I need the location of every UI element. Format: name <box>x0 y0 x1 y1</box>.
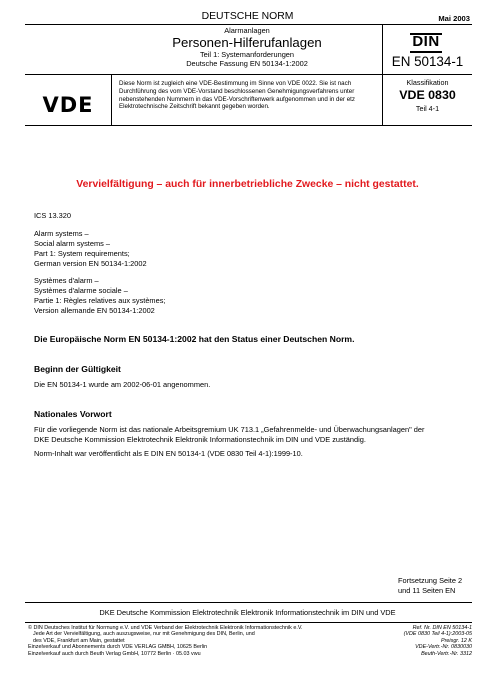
footer-left-line: Einzelverkauf und Abonnements durch VDE VERLAG GMBH, 10625 Berlin <box>28 644 208 651</box>
english-title-line: German version EN 50134-1:2002 <box>34 259 147 268</box>
continuation-line: und 11 Seiten EN <box>398 585 456 595</box>
foreword-line: Für die vorliegende Norm ist das nationale Arbeitsgremium UK 713.1 „Gefahrenmelde- und Überwachungsanlagen" der <box>34 425 425 434</box>
french-titles <box>34 276 474 316</box>
classification-part: Teil 4-1 <box>415 104 440 113</box>
french-title-line: Version allemande EN 50134-1:2002 <box>34 306 155 315</box>
footer-left-line: © DIN Deutsches Institut für Normung e.V. und VDE Verband der Elektrotechnik Elektronik Informationstechnik e.V. <box>28 625 303 631</box>
classification-block <box>383 78 472 115</box>
continuation-note <box>398 576 474 595</box>
french-title-line: Systèmes d'alarme sociale – <box>34 286 128 295</box>
foreword-text <box>34 425 474 445</box>
title-block <box>112 26 382 69</box>
classification-number: VDE 0830 <box>399 88 456 102</box>
din-logo: DIN <box>410 33 442 53</box>
validity-text: Die EN 50134-1 wurde am 2002-06-01 angenommen. <box>34 380 211 389</box>
vde-notice-line: Diese Norm ist zugleich eine VDE-Bestimmung im Sinne von VDE 0022. Sie ist nach <box>119 80 352 87</box>
footer-right-line: Ref. Nr. DIN EN 50134-1 <box>412 625 472 631</box>
footer-left-line: Einzelverkauf auch durch Beuth Verlag GmbH, 10772 Berlin · 05.03 vwu <box>28 650 201 657</box>
title-part: Teil 1: Systemanforderungen <box>199 49 295 59</box>
issue-date: Mai 2003 <box>438 14 470 23</box>
footer-right <box>370 625 472 657</box>
validity-heading: Beginn der Gültigkeit <box>34 364 121 374</box>
dke-rule <box>25 602 472 603</box>
foreword-line: DKE Deutsche Kommission Elektrotechnik Elektronik Informationstechnik im DIN und VDE zuständig. <box>34 435 366 444</box>
title-version: Deutsche Fassung EN 50134-1:2002 <box>186 59 308 69</box>
english-title-line: Alarm systems – <box>34 229 89 238</box>
english-title-line: Social alarm systems – <box>34 239 110 248</box>
footer-left-line: Jede Art der Vervielfältigung, auch auszugsweise, nur mit Genehmigung des DIN, Berlin, und <box>33 631 255 638</box>
footer-rule <box>25 622 472 623</box>
vde-notice-line: Durchführung des vom VDE-Vorstand beschlossenen Genehmigungsverfahrens unter <box>119 87 355 95</box>
footer-right-line: VDE-Vertr.-Nr. 0830030 <box>415 644 472 651</box>
vde-logo: VDE <box>42 93 94 117</box>
footer-left <box>28 625 368 657</box>
din-number: EN 50134-1 <box>391 54 464 69</box>
norm-type: DEUTSCHE NORM <box>201 11 294 22</box>
footer-right-line: Beuth-Vertr.-Nr. 3312 <box>421 650 472 657</box>
document-title: Personen-Hilferufanlagen <box>172 34 322 50</box>
vde-block-bottom-rule <box>25 125 472 126</box>
french-title-line: Systèmes d'alarm – <box>34 276 99 285</box>
top-rule <box>25 24 472 25</box>
classification-label: Klassifikation <box>406 78 449 87</box>
header-bottom-rule <box>25 74 472 75</box>
english-titles <box>34 229 474 269</box>
continuation-line: Fortsetzung Seite 2 <box>398 576 463 585</box>
foreword-heading: Nationales Vorwort <box>34 409 112 419</box>
divider-left <box>111 74 112 125</box>
french-title-line: Partie 1: Règles relatives aux systèmes; <box>34 296 166 305</box>
status-statement: Die Europäische Norm EN 50134-1:2002 hat den Status einer Deutschen Norm. <box>34 334 355 344</box>
footer-right-line: (VDE 0830 Teil 4-1):2003-05 <box>403 631 472 638</box>
reproduction-warning: Vervielfältigung – auch für innerbetriebliche Zwecke – nicht gestattet. <box>76 179 419 190</box>
ics-code: ICS 13.320 <box>34 211 71 220</box>
footer-right-line: Preisgr. 12 K <box>441 637 472 644</box>
vde-notice-line: nebenstehenden Nummern in das VDE-Vorschriftenwerk aufgenommen und in der etz <box>119 95 355 103</box>
title-category: Alarmanlagen <box>224 26 270 35</box>
vde-notice <box>119 80 377 111</box>
replaces-note: Norm-Inhalt war veröffentlicht als E DIN EN 50134-1 (VDE 0830 Teil 4-1):1999-10. <box>34 449 303 458</box>
dke-line: DKE Deutsche Kommission Elektrotechnik Elektronik Informationstechnik im DIN und VDE <box>99 608 396 617</box>
vde-notice-line: Elektrotechnische Zeitschrift bekannt gegeben worden. <box>119 103 270 111</box>
footer-left-line: des VDE, Frankfurt am Main, gestattet <box>33 637 125 644</box>
english-title-line: Part 1: System requirements; <box>34 249 130 258</box>
